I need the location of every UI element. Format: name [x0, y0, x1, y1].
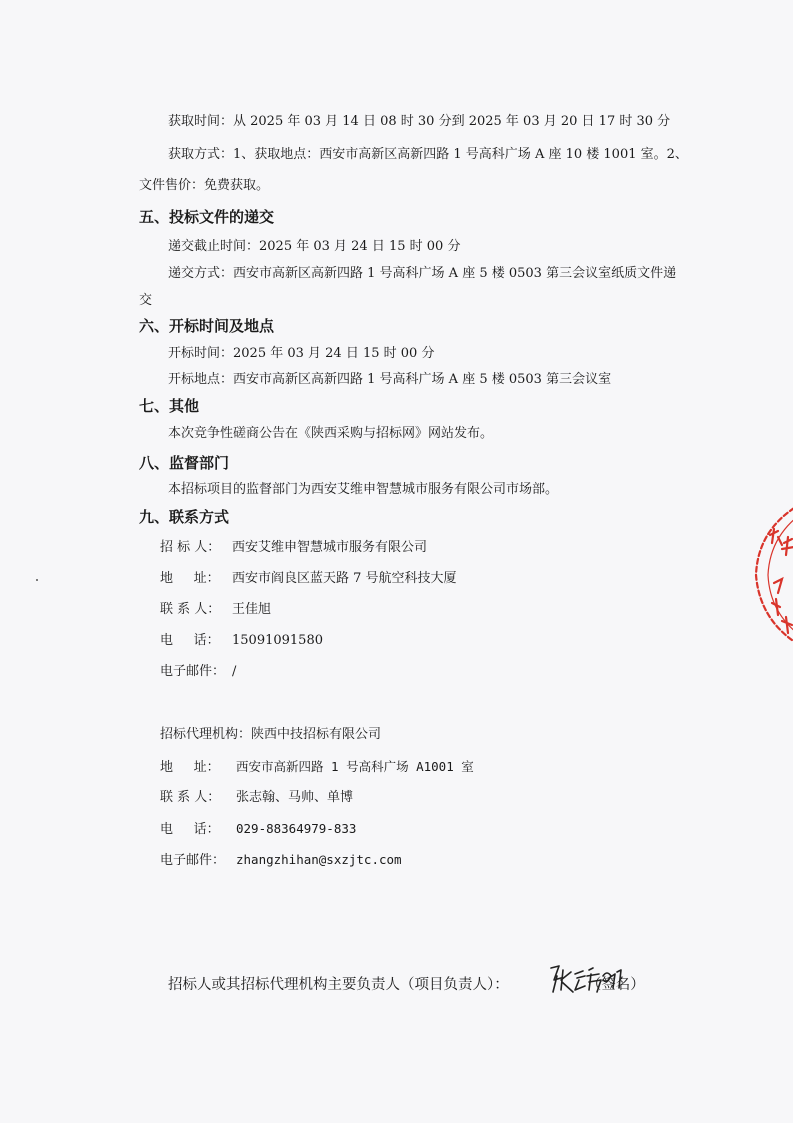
obtain-method-line2: 文件售价：免费获取。	[139, 178, 270, 193]
submission-method-line2: 交	[139, 293, 153, 308]
handwritten-signature	[545, 962, 627, 996]
agency-address: 西安市高新四路 1 号高科广场 A1001 室	[236, 759, 474, 774]
obtain-time: 获取时间：从 2025 年 03 月 14 日 08 时 30 分到 2025 年 03 月 20 日 17 时 30 分	[168, 114, 671, 129]
section-nine-heading: 九、联系方式	[139, 508, 230, 526]
tenderer-contact: 王佳旭	[232, 602, 272, 617]
opening-place: 开标地点：西安市高新区高新四路 1 号高科广场 A 座 5 楼 0503 第三会议室	[168, 372, 612, 387]
tenderer-name-label: 招 标 人：	[160, 540, 221, 555]
tenderer-name: 西安艾维申智慧城市服务有限公司	[232, 540, 428, 555]
agency-email-row	[160, 851, 402, 870]
agency-email: zhangzhihan@sxzjtc.com	[236, 852, 402, 867]
submission-deadline: 递交截止时间：2025 年 03 月 24 日 15 时 00 分	[168, 239, 461, 254]
section-seven-text: 本次竞争性磋商公告在《陕西采购与招标网》网站发布。	[168, 426, 494, 441]
tenderer-phone-row	[160, 632, 323, 650]
opening-time: 开标时间：2025 年 03 月 24 日 15 时 00 分	[168, 346, 435, 361]
signature-suffix: （签名）	[586, 977, 645, 993]
tenderer-phone-label: 电 话：	[160, 633, 220, 648]
agency-contact-row	[160, 789, 353, 807]
section-eight-heading: 八、监督部门	[139, 454, 230, 472]
red-seal-stamp-partial	[748, 495, 793, 655]
submission-method-line1: 递交方式：西安市高新区高新四路 1 号高科广场 A 座 5 楼 0503 第三会议室纸质文件递	[168, 266, 677, 281]
tenderer-email-label: 电子邮件：	[160, 664, 226, 679]
agency-contact: 张志翰、马帅、单博	[236, 790, 354, 805]
tenderer-address-label: 地 址：	[160, 571, 220, 586]
tenderer-contact-row	[160, 601, 271, 619]
section-five-heading: 五、投标文件的递交	[139, 208, 275, 226]
tenderer-email-row	[160, 663, 236, 681]
tenderer-address-row	[160, 570, 457, 588]
agency-phone-row	[160, 820, 356, 839]
agency-contact-label: 联 系 人：	[160, 790, 221, 805]
agency-address-label: 地 址：	[160, 760, 220, 775]
tenderer-phone: 15091091580	[232, 633, 323, 648]
section-eight-text: 本招标项目的监督部门为西安艾维申智慧城市服务有限公司市场部。	[168, 482, 559, 497]
section-seven-heading: 七、其他	[139, 397, 200, 415]
agency-email-label: 电子邮件：	[160, 853, 226, 868]
section-six-heading: 六、开标时间及地点	[139, 317, 275, 335]
tenderer-address: 西安市阎良区蓝天路 7 号航空科技大厦	[232, 571, 457, 586]
agency-phone-label: 电 话：	[160, 822, 220, 837]
scan-speck	[36, 579, 38, 581]
agency-name-label: 招标代理机构：	[160, 727, 252, 742]
tenderer-name-row	[160, 539, 427, 557]
agency-address-row	[160, 758, 474, 777]
tenderer-email: /	[232, 664, 237, 679]
agency-phone: 029-88364979-833	[236, 821, 357, 836]
signature-prefix: 招标人或其招标代理机构主要负责人（项目负责人）：	[168, 977, 509, 993]
agency-name: 陕西中技招标有限公司	[251, 727, 382, 742]
tenderer-contact-label: 联 系 人：	[160, 602, 221, 617]
obtain-method-line1: 获取方式：1、获取地点：西安市高新区高新四路 1 号高科广场 A 座 10 楼 1001 室。2、	[168, 147, 688, 162]
agency-name-row	[160, 726, 381, 744]
